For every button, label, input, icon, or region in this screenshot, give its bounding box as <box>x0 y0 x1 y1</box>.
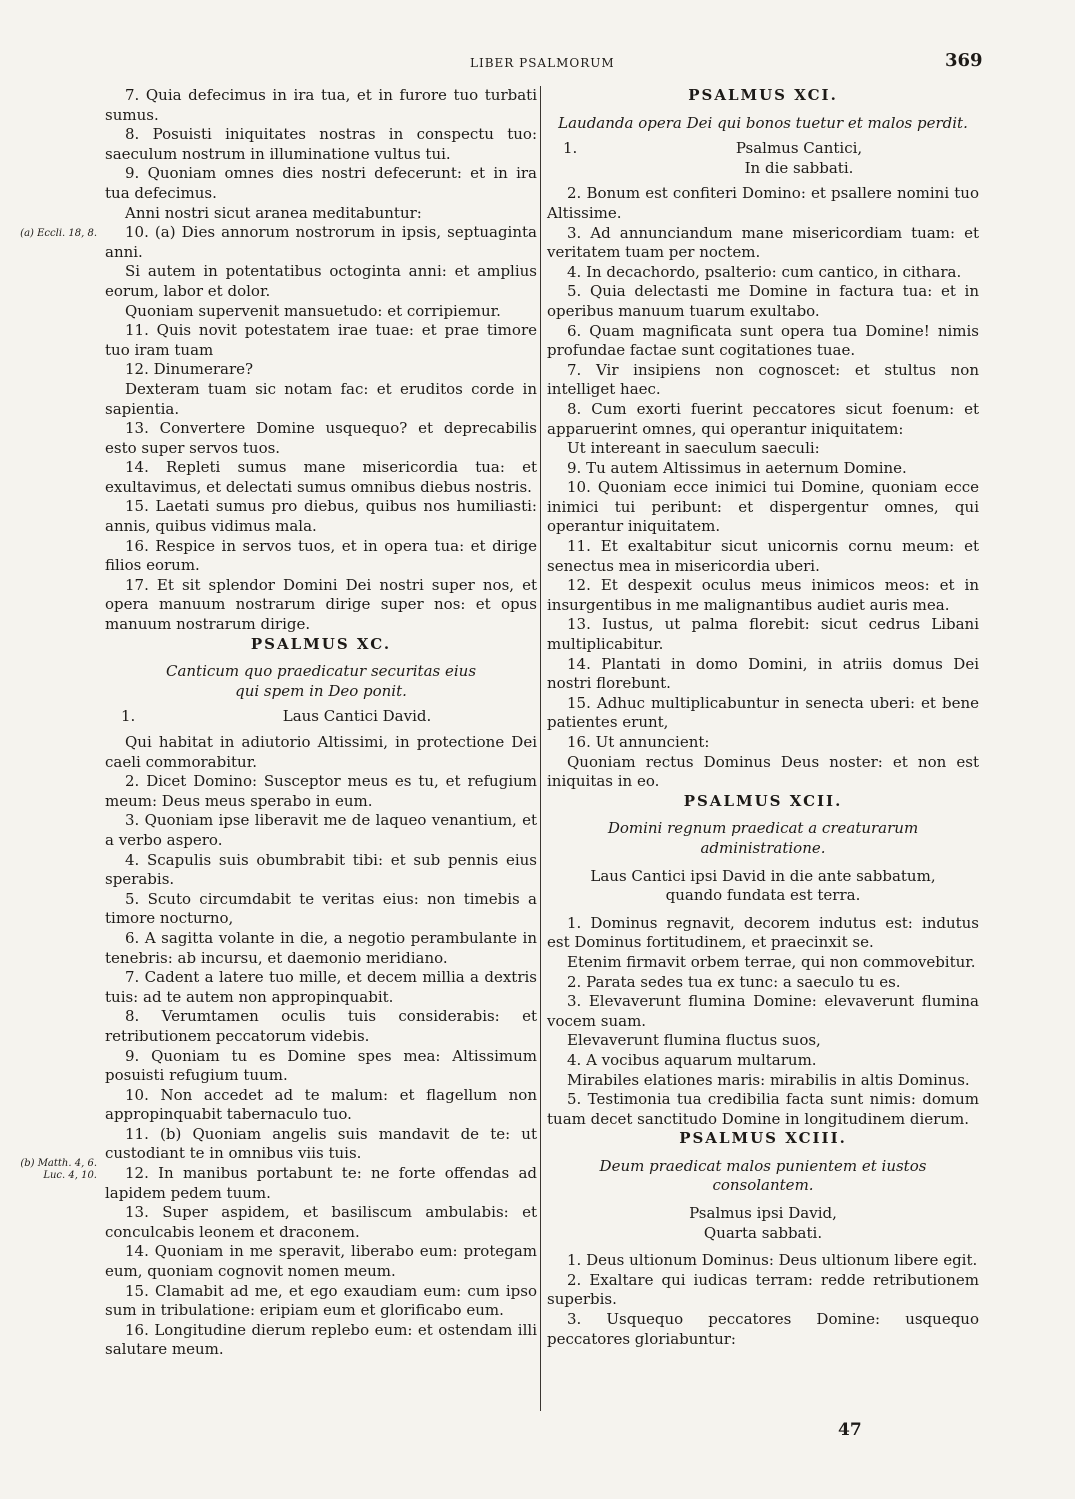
verse: 16. Respice in servos tuos, et in opera tua: et dirige filios eorum. <box>105 536 537 575</box>
verse: 12. Dinumerare? <box>125 360 254 379</box>
psalm-summary <box>547 1157 979 1196</box>
verse: 13. Iustus, ut palma florebit: sicut cedrus Libani multiplicabitur. <box>547 615 979 654</box>
psalm-xci <box>547 86 979 792</box>
inscription-line: In die sabbati. <box>744 158 854 177</box>
verse: 6. A sagitta volante in die, a negotio perambulante in tenebris: ab incursu, et daemonio meridiano. <box>105 928 537 967</box>
summary-line: Domini regnum praedicat a creaturarum <box>607 819 919 838</box>
psalm-lxxxix-continuation <box>105 86 537 635</box>
summary-line: Deum praedicat malos punientem et iustos <box>599 1156 927 1175</box>
verse: 8. Posuisti iniquitates nostras in conspectu tuo: saeculum nostrum in illuminatione vultus tui. <box>105 125 537 163</box>
verse: 14. Plantati in domo Domini, in atriis domus Dei nostri florebunt. <box>547 654 979 693</box>
psalm-summary: Laudanda opera Dei qui bonos tuetur et malos perdit. <box>558 113 968 132</box>
verse: Ut intereant in saeculum saeculi: <box>567 439 820 458</box>
inscription-line: Laus Cantici ipsi David in die ante sabbatum, <box>590 866 936 885</box>
verse: Elevaverunt flumina fluctus suos, <box>567 1031 821 1050</box>
psalm-title: PSALMUS XCIII. <box>679 1129 847 1148</box>
verse: 10. (a) Dies annorum nostrorum in ipsis, septuaginta anni. <box>105 223 537 261</box>
verse: 16. Longitudine dierum replebo eum: et ostendam illi salutare meum. <box>105 1320 537 1359</box>
verse: 14. Repleti sumus mane misericordia tua: et exultavimus, et delectati sumus omnibus diebus nostris. <box>105 458 537 496</box>
verse: 3. Elevaverunt flumina Domine: elevaverunt flumina vocem suam. <box>547 992 979 1030</box>
verse: 14. Quoniam in me speravit, liberabo eum: protegam eum, quoniam cognovit nomen meum. <box>105 1242 537 1281</box>
left-column <box>105 86 537 1360</box>
summary-line: Canticum quo praedicatur securitas eius <box>165 662 477 681</box>
psalm-xciii <box>547 1129 979 1349</box>
psalm-inscription <box>105 707 537 727</box>
verse: 3. Usquequo peccatores Domine: usquequo peccatores gloriabuntur: <box>547 1310 979 1348</box>
verse: 9. Tu autem Altissimus in aeternum Domine. <box>567 458 907 477</box>
verse: 13. Convertere Domine usquequo? et deprecabilis esto super servos tuos. <box>105 419 537 457</box>
verse: 8. Verumtamen oculis tuis considerabis: et retributionem peccatorum videbis. <box>105 1007 537 1045</box>
verse: 1. Deus ultionum Dominus: Deus ultionum libere egit. <box>567 1251 978 1270</box>
inscription-line: Psalmus Cantici, <box>735 139 863 158</box>
verse: 8. Cum exorti fuerint peccatores sicut foenum: et apparuerint omnes, qui operantur iniquitatem: <box>547 399 979 438</box>
inscription-line: quando fundata est terra. <box>665 886 861 905</box>
verse: 16. Ut annuncient: <box>567 733 710 751</box>
verse: 7. Cadent a latere tuo mille, et decem millia a dextris tuis: ad te autem non appropinquabit. <box>105 968 537 1006</box>
verse: Dexteram tuam sic notam fac: et eruditos corde in sapientia. <box>105 379 537 418</box>
inscription-line: Quarta sabbati. <box>703 1223 823 1242</box>
verse: 15. Adhuc multiplicabuntur in senecta uberi: et bene patientes erunt, <box>547 693 979 732</box>
column-divider <box>540 86 541 1411</box>
verse: 4. In decachordo, psalterio: cum cantico, in cithara. <box>567 262 962 281</box>
verse: 4. Scapulis suis obumbrabit tibi: et sub pennis eius sperabis. <box>105 850 537 889</box>
verse: Quoniam rectus Dominus Deus noster: et non est iniquitas in eo. <box>547 752 979 791</box>
verse: 7. Vir insipiens non cognoscet: et stultus non intelliget haec. <box>547 360 979 399</box>
signature-mark: 47 <box>838 1420 862 1440</box>
psalm-inscription <box>547 139 979 178</box>
verse: 11. (b) Quoniam angelis suis mandavit de te: ut custodiant te in omnibus viis tuis. <box>105 1124 537 1163</box>
psalm-xc <box>105 635 537 1360</box>
verse: 13. Super aspidem, et basiliscum ambulabis: et conculcabis leonem et draconem. <box>105 1203 537 1241</box>
verse: 11. Et exaltabitur sicut unicornis cornu meum: et senectus mea in misericordia uberi. <box>547 537 979 575</box>
verse: 9. Quoniam tu es Domine spes mea: Altissimum posuisti refugium tuum. <box>105 1046 537 1085</box>
verse: Mirabiles elationes maris: mirabilis in altis Dominus. <box>567 1070 970 1089</box>
verse: 12. In manibus portabunt te: ne forte offendas ad lapidem pedem tuum. <box>105 1164 537 1202</box>
verse: 15. Laetati sumus pro diebus, quibus nos humiliasti: annis, quibus vidimus mala. <box>105 497 537 536</box>
margin-note-b: (b) Matth. 4, 6. Luc. 4, 10. <box>20 1158 97 1181</box>
verse: 1. Dominus regnavit, decorem indutus est: indutus est Dominus fortitudinem, et praecinxit se. <box>547 913 979 952</box>
inscription-line: Psalmus ipsi David, <box>689 1204 837 1223</box>
psalm-xcii <box>547 792 979 1130</box>
verse: 3. Quoniam ipse liberavit me de laqueo venantium, et a verbo aspero. <box>105 811 537 849</box>
verse: 15. Clamabit ad me, et ego exaudiam eum: cum ipso sum in tribulatione: eripiam eum et glorificabo eum. <box>105 1281 537 1320</box>
psalm-inscription <box>547 867 979 906</box>
verse: Quoniam supervenit mansuetudo: et corripiemur. <box>125 301 501 320</box>
verse: 4. A vocibus aquarum multarum. <box>567 1050 817 1069</box>
verse-number: 1. <box>121 707 136 726</box>
psalm-title: PSALMUS XCII. <box>683 791 843 810</box>
verse: 2. Bonum est confiteri Domino: et psallere nomini tuo Altissime. <box>547 184 979 222</box>
running-title: LIBER PSALMORUM <box>470 56 615 70</box>
summary-line: administratione. <box>700 838 826 857</box>
summary-line: qui spem in Deo ponit. <box>235 681 407 700</box>
psalm-summary <box>105 662 537 701</box>
verse: 3. Ad annunciandum mane misericordiam tuam: et veritatem tuam per noctem. <box>547 223 979 262</box>
page-number: 369 <box>945 50 983 71</box>
summary-line: consolantem. <box>712 1176 814 1195</box>
verse-number: 1. <box>563 139 578 158</box>
verse: 12. Et despexit oculus meus inimicos meos: et in insurgentibus in me malignantibus audiet auris mea. <box>547 576 979 614</box>
verse: Anni nostri sicut aranea meditabuntur: <box>125 203 422 222</box>
verse: Etenim firmavit orbem terrae, qui non commovebitur. <box>567 952 976 971</box>
verse: Qui habitat in adiutorio Altissimi, in protectione Dei caeli commorabitur. <box>105 733 537 771</box>
verse: 10. Non accedet ad te malum: et flagellum non appropinquabit tabernaculo tuo. <box>105 1085 537 1124</box>
right-column <box>547 86 979 1349</box>
verse: 2. Dicet Domino: Susceptor meus es tu, et refugium meum: Deus meus sperabo in eum. <box>105 772 537 810</box>
margin-note-a: (a) Eccli. 18, 8. <box>20 228 97 239</box>
verse: Si autem in potentatibus octoginta anni: et amplius eorum, labor et dolor. <box>105 262 537 300</box>
inscription-text <box>659 139 979 178</box>
verse: 5. Testimonia tua credibilia facta sunt nimis: domum tuam decet sanctitudo Domine in longitudinem dierum. <box>547 1090 979 1128</box>
verse: 6. Quam magnificata sunt opera tua Domine! nimis profundae factae sunt cogitationes tuae. <box>547 321 979 360</box>
psalm-inscription <box>547 1204 979 1243</box>
verse: 2. Exaltare qui iudicas terram: redde retributionem superbis. <box>547 1270 979 1309</box>
verse: 5. Scuto circumdabit te veritas eius: non timebis a timore nocturno, <box>105 889 537 928</box>
verse: 7. Quia defecimus in ira tua, et in furore tuo turbati sumus. <box>105 86 537 124</box>
verse: 2. Parata sedes tua ex tunc: a saeculo tu es. <box>567 972 901 991</box>
inscription-text: Laus Cantici David. <box>282 707 432 726</box>
verse: 9. Quoniam omnes dies nostri defecerunt: et in ira tua defecimus. <box>105 164 537 202</box>
verse: 5. Quia delectasti me Domine in factura tua: et in operibus manuum tuarum exultabo. <box>547 282 979 320</box>
verse: 11. Quis novit potestatem irae tuae: et prae timore tuo iram tuam <box>105 321 537 359</box>
verse: 10. Quoniam ecce inimici tui Domine, quoniam ecce inimici tui peribunt: et dispergentur omnes, qui operantur iniquitatem. <box>547 478 979 536</box>
psalm-title: PSALMUS XC. <box>250 634 392 653</box>
psalm-summary <box>547 819 979 858</box>
verse: 17. Et sit splendor Domini Dei nostri super nos, et opera manuum nostrarum dirige super nos: et opus manuum nostrarum dirige. <box>105 575 537 634</box>
psalm-title: PSALMUS XCI. <box>688 86 838 104</box>
